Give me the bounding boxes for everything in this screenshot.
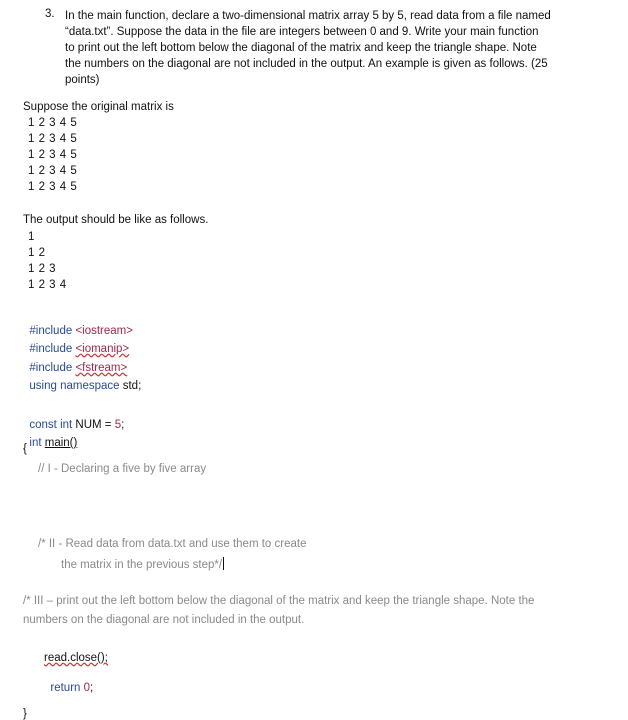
- output-row: 1 2 3: [28, 263, 57, 275]
- comment-declare-array: // I - Declaring a five by five array: [38, 463, 207, 475]
- code-main-line: [23, 425, 77, 449]
- close-brace: }: [23, 708, 27, 720]
- code-using-line: [23, 368, 141, 392]
- return-value: 0: [80, 682, 91, 694]
- using-keyword: using namespace: [29, 380, 120, 392]
- return-semicolon: ;: [90, 682, 94, 694]
- question-line: In the main function, declare a two-dimensional matrix array 5 by 5, read data from a file named: [65, 10, 551, 22]
- question-line: the numbers on the diagonal are not included in the output. An example is given as follows. (25: [65, 58, 548, 70]
- matrix-row: 1 2 3 4 5: [28, 149, 78, 161]
- const-keyword: const int: [29, 419, 73, 431]
- output-row: 1: [28, 231, 35, 243]
- matrix-row: 1 2 3 4 5: [28, 117, 78, 129]
- question-line: points): [65, 74, 100, 86]
- main-function-name: main(): [44, 437, 78, 449]
- include-library: <iostream>: [75, 325, 133, 337]
- matrix-intro: Suppose the original matrix is: [23, 101, 174, 113]
- comment-read-data-line2: [61, 557, 224, 571]
- code-return-line: [44, 670, 93, 694]
- matrix-row: 1 2 3 4 5: [28, 181, 78, 193]
- matrix-row: 1 2 3 4 5: [28, 165, 78, 177]
- include-library: <iomanip>: [75, 343, 130, 355]
- matrix-row: 1 2 3 4 5: [28, 133, 78, 145]
- include-keyword: #include: [29, 362, 73, 374]
- int-keyword: int: [29, 437, 42, 449]
- comment-read-data-line1: /* II - Read data from data.txt and use them to create: [38, 538, 307, 550]
- include-keyword: #include: [29, 325, 73, 337]
- question-text: [65, 8, 605, 88]
- open-brace: {: [23, 443, 27, 455]
- include-library: <fstream>: [75, 362, 128, 374]
- code-read-close: read.close();: [44, 652, 108, 664]
- question-number: 3.: [45, 8, 55, 20]
- output-row: 1 2: [28, 247, 46, 259]
- comment-print-line2: numbers on the diagonal are not included in the output.: [23, 614, 305, 626]
- const-value: 5: [114, 419, 122, 431]
- return-keyword: return: [50, 682, 81, 694]
- using-namespace: std;: [119, 380, 142, 392]
- const-name: NUM =: [72, 419, 115, 431]
- text-cursor: [223, 557, 224, 570]
- comment-print-line1: /* III – print out the left bottom below the diagonal of the matrix and keep the triangle shape. Note the: [23, 595, 535, 607]
- include-keyword: #include: [29, 343, 73, 355]
- output-intro: The output should be like as follows.: [23, 214, 209, 226]
- const-semicolon: ;: [121, 419, 125, 431]
- comment-read-data-text: the matrix in the previous step*/: [61, 559, 223, 571]
- question-line: to print out the left bottom below the diagonal of the matrix and keep the triangle shape. Note: [65, 42, 537, 54]
- question-line: “data.txt”. Suppose the data in the file are integers between 0 and 9. Write your main function: [65, 26, 539, 38]
- output-row: 1 2 3 4: [28, 279, 67, 291]
